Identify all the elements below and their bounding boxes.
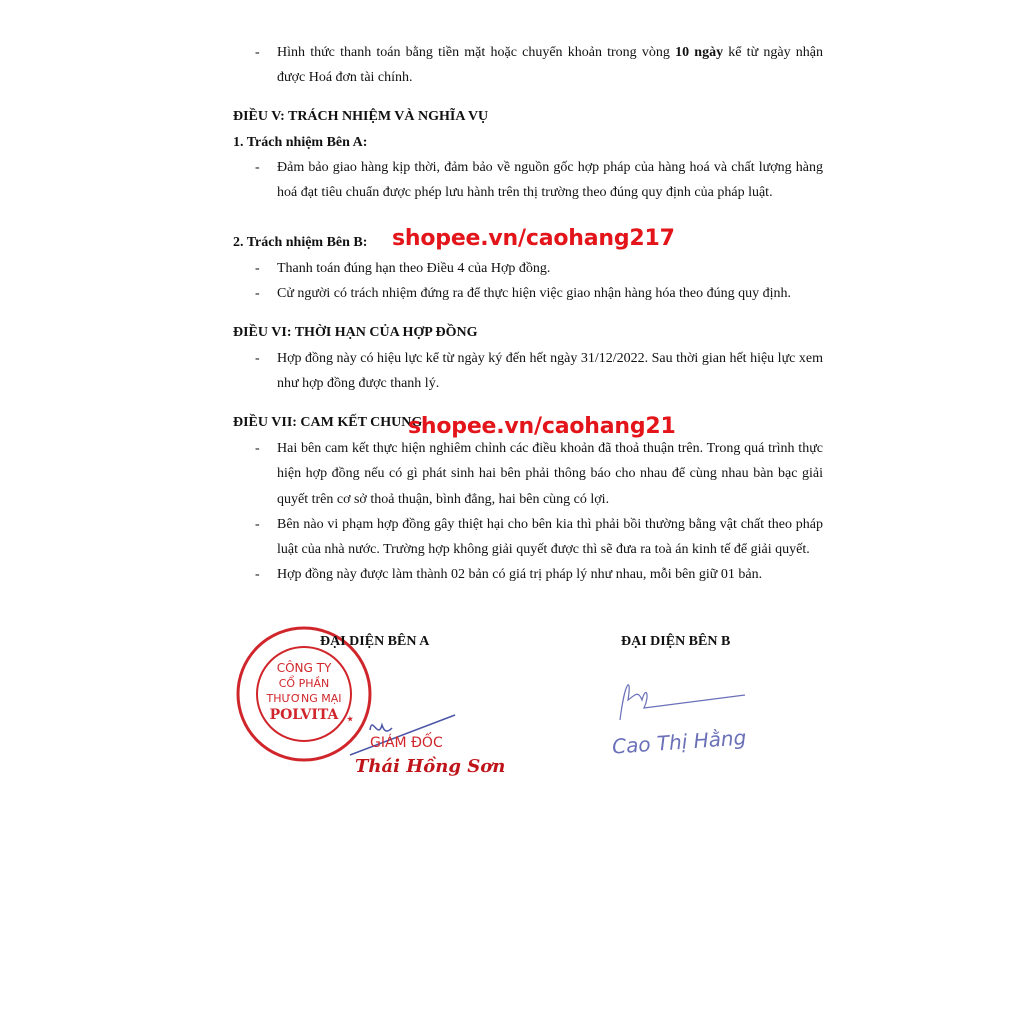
article5-b-title: 2. Trách nhiệm Bên B:: [233, 235, 368, 250]
article5-b-items: [233, 256, 823, 307]
item-text: Hợp đồng này có hiệu lực kể từ ngày ký đến hết ngày 31/12/2022. Sau thời gian hết hiệu lực xem như hợp đồng được thanh lý.: [277, 351, 823, 392]
clause-bold: 10 ngày: [675, 45, 724, 60]
signature-a-role: GIÁM ĐỐC: [370, 735, 443, 751]
signature-a-name: Thái Hồng Sơn: [355, 756, 506, 777]
list-item: [233, 562, 823, 587]
item-text: Đảm bảo giao hàng kịp thời, đảm bảo về nguồn gốc hợp pháp của hàng hoá và chất lượng hàng hoá đạt tiêu chuẩn được phép lưu hành trên thị trường theo đúng quy định của pháp luật.: [277, 160, 823, 201]
watermark: shopee.vn/caohang21: [408, 414, 676, 439]
article5-a-items: [233, 155, 823, 206]
signature-b-title: ĐẠI DIỆN BÊN B: [621, 634, 731, 649]
stamp-line: CÔNG TY: [276, 661, 332, 675]
bullet-dash: -: [255, 441, 260, 456]
list-item: [233, 256, 823, 281]
bullet-dash: -: [255, 45, 260, 60]
payment-clause: [233, 40, 823, 91]
list-item: [233, 346, 823, 397]
signature-a-title: ĐẠI DIỆN BÊN A: [320, 634, 430, 649]
article5-a-title: 1. Trách nhiệm Bên A:: [233, 135, 368, 150]
item-text: Hợp đồng này được làm thành 02 bản có giá trị pháp lý như nhau, mỗi bên giữ 01 bản.: [277, 567, 763, 583]
item-text: Thanh toán đúng hạn theo Điều 4 của Hợp đồng.: [277, 261, 551, 276]
stamp-line: POLVITA: [269, 707, 339, 723]
watermark: shopee.vn/caohang217: [392, 226, 675, 251]
bullet-dash: -: [255, 516, 260, 532]
item-text: Cử người có trách nhiệm đứng ra để thực hiện việc giao nhận hàng hóa theo đúng quy định.: [277, 286, 792, 302]
stamp-line: THƯƠNG MẠI: [266, 692, 342, 705]
article6-items: [233, 346, 823, 397]
list-item: [233, 436, 823, 512]
bullet-dash: -: [255, 351, 260, 366]
list-item: [233, 155, 823, 206]
bullet-dash: -: [255, 567, 260, 583]
bullet-dash: -: [255, 261, 260, 276]
signature-a-scribble: [330, 700, 460, 760]
clause-text: Hình thức thanh toán bằng tiền mặt hoặc chuyển khoản trong vòng: [277, 45, 676, 60]
stamp-line: CỔ PHẦN: [278, 677, 330, 690]
list-item: [233, 512, 823, 563]
list-item: [233, 281, 823, 306]
article7-title: ĐIỀU VII: CAM KẾT CHUNG: [233, 415, 423, 430]
article5-title: ĐIỀU V: TRÁCH NHIỆM VÀ NGHĨA VỤ: [233, 109, 489, 124]
signature-b-scribble: [610, 670, 750, 730]
article7-items: [233, 436, 823, 588]
signature-b-name: Cao Thị Hằng: [611, 725, 747, 759]
item-text: Bên nào vi phạm hợp đồng gây thiệt hại cho bên kia thì phải bồi thường bằng vật chất theo pháp luật của nhà nước. Trường hợp không giải quyết được thì sẽ đưa ra toà án kinh tế để giải quyết.: [277, 516, 823, 558]
bullet-dash: -: [255, 160, 260, 175]
item-text: Hai bên cam kết thực hiện nghiêm chỉnh các điều khoản đã thoả thuận trên. Trong quá trình thực hiện hợp đồng nếu có gì phát sinh hai bên phải thông báo cho nhau để cùng nhau bàn bạc giải quyết trên cơ sở thoả thuận, bình đẳng, hai bên cùng có lợi.: [277, 441, 823, 507]
clause-text: kể từ ngày nhận được Hoá đơn tài chính.: [277, 45, 823, 86]
bullet-dash: -: [255, 286, 260, 302]
article6-title: ĐIỀU VI: THỜI HẠN CỦA HỢP ĐỒNG: [233, 325, 478, 340]
svg-text:★: ★: [344, 713, 356, 725]
